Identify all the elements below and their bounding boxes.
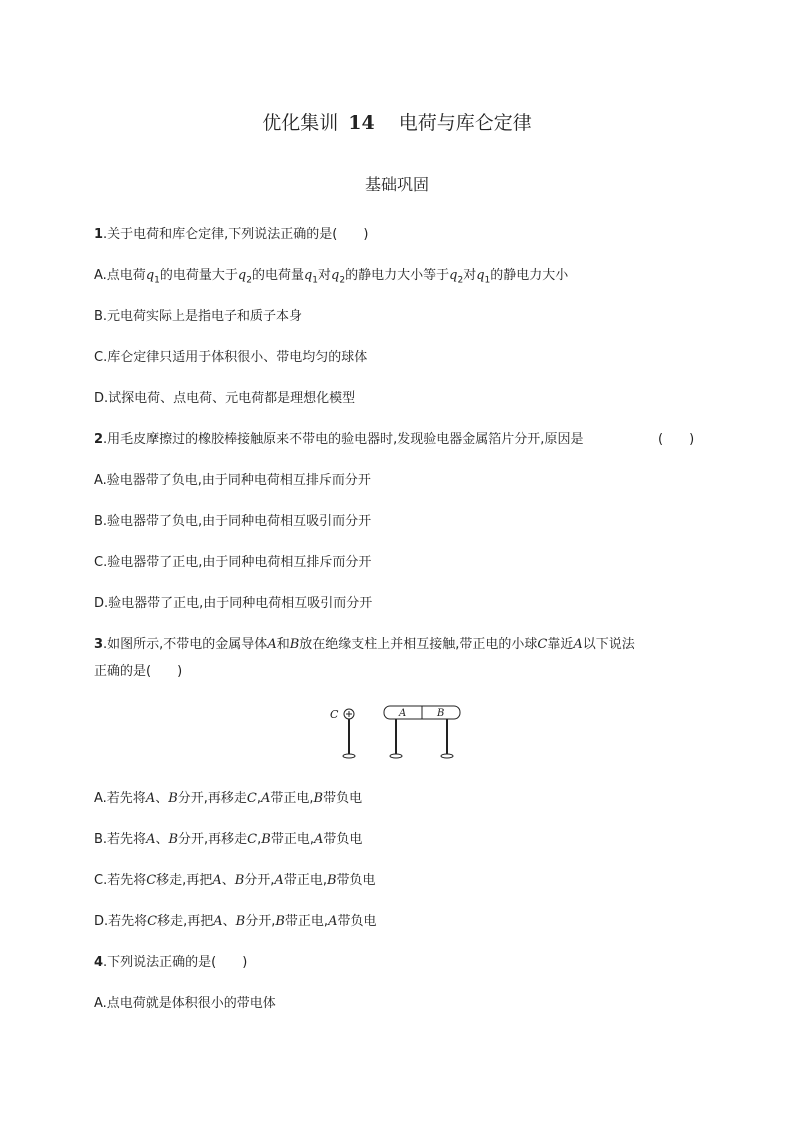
section-heading: 基础巩固 (364, 175, 429, 194)
question-2-option-b: B.验电器带了负电,由于同种电荷相互吸引而分开 (94, 514, 372, 529)
question-1-option-a: A.点电荷$q_1$的电荷量大于$q_2$的电荷量$q_1$对$q_2$的静电力大小等于$q_2$对$q_1$的静电力大小 (94, 268, 569, 286)
question-number: 3 (94, 637, 104, 652)
title-number: 14 (348, 112, 375, 134)
question-3-option-a: A.若先将A、B分开,再移走C,A带正电,B带负电 (94, 791, 363, 806)
question-4-stem: 4.下列说法正确的是( ) (94, 955, 248, 970)
title-prefix: 优化集训 (262, 112, 339, 134)
question-1-stem: 1.关于电荷和库仑定律,下列说法正确的是( ) (94, 227, 369, 242)
conductor-figure (330, 700, 470, 762)
question-4-option-a: A.点电荷就是体积很小的带电体 (94, 996, 276, 1011)
question-2-option-a: A.验电器带了负电,由于同种电荷相互排斥而分开 (94, 473, 371, 488)
question-1-option-b: B.元电荷实际上是指电子和质子本身 (94, 309, 303, 324)
question-3-option-c: C.若先将C移走,再把A、B分开,A带正电,B带负电 (94, 873, 376, 888)
question-2-answer-paren: ( ) (658, 432, 695, 447)
figure-label-c: C (330, 708, 339, 721)
question-3-stem-line-2: 正确的是( ) (94, 664, 183, 679)
question-number: 1 (94, 227, 104, 242)
figure-label-b: B (437, 708, 445, 719)
figure-label-a: A (399, 708, 407, 719)
title-suffix: 电荷与库仑定律 (398, 112, 532, 134)
question-1-option-d: D.试探电荷、点电荷、元电荷都是理想化模型 (94, 391, 356, 406)
question-2-option-d: D.验电器带了正电,由于同种电荷相互吸引而分开 (94, 596, 373, 611)
question-2-option-c: C.验电器带了正电,由于同种电荷相互排斥而分开 (94, 555, 372, 570)
question-number: 2 (94, 432, 104, 447)
question-3-option-b: B.若先将A、B分开,再移走C,B带正电,A带负电 (94, 832, 363, 847)
question-1-option-c: C.库仑定律只适用于体积很小、带电均匀的球体 (94, 350, 368, 365)
question-3-stem: 3.如图所示,不带电的金属导体A和B放在绝缘支柱上并相互接触,带正电的小球C靠近A以下说法 (94, 637, 635, 652)
question-3-option-d: D.若先将C移走,再把A、B分开,B带正电,A带负电 (94, 914, 377, 929)
question-2-stem: 2.用毛皮摩擦过的橡胶棒接触原来不带电的验电器时,发现验电器金属箔片分开,原因是 (94, 432, 584, 447)
question-number: 4 (94, 955, 104, 970)
page-title (0, 108, 794, 135)
